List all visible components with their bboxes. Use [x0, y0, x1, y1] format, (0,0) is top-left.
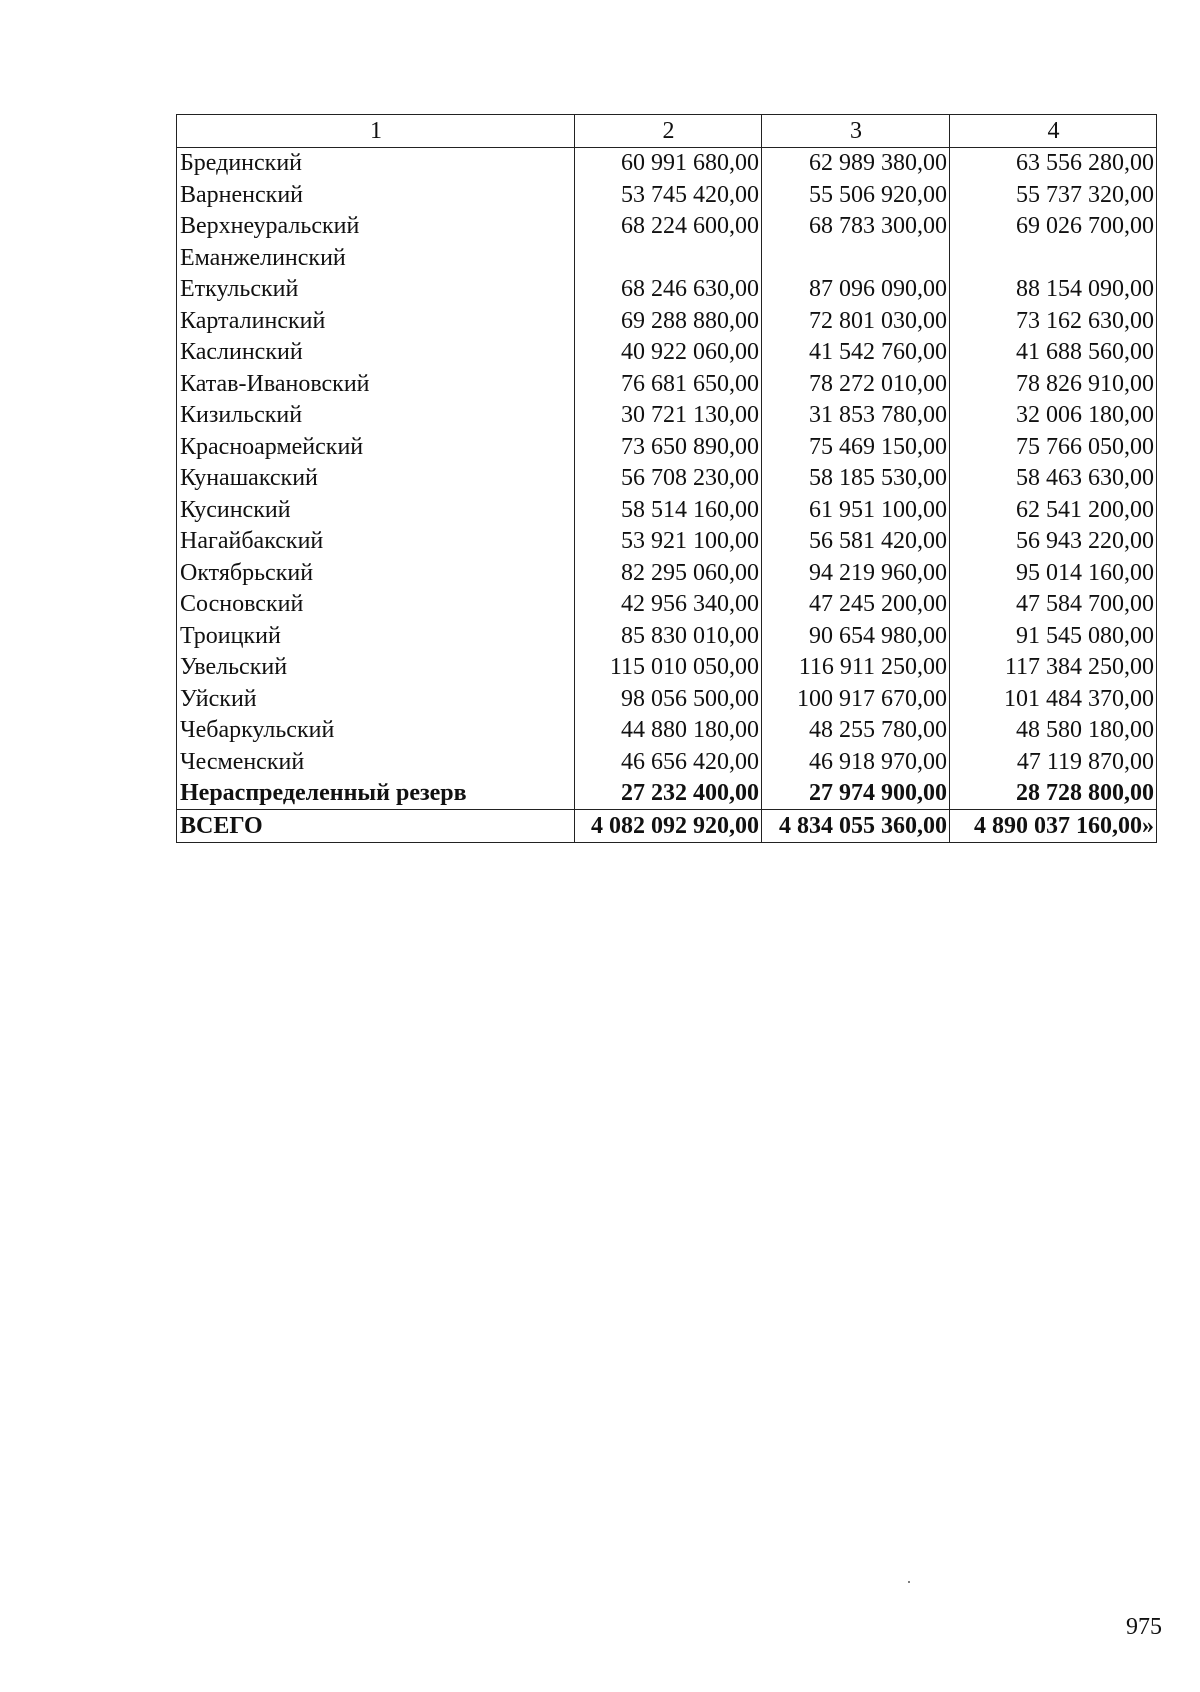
- value-col-2-cell: 53 921 100,00: [575, 526, 762, 558]
- value-col-3-cell: 31 853 780,00: [762, 400, 950, 432]
- value-col-2-cell: [575, 242, 762, 274]
- value-col-3-cell: 55 506 920,00: [762, 179, 950, 211]
- value-col-4-cell: 4 890 037 160,00»: [950, 810, 1157, 843]
- table-row: [177, 746, 1157, 778]
- district-name-cell: Еткульский: [177, 274, 575, 306]
- value-col-4-cell: [950, 242, 1157, 274]
- district-name-cell: Уйский: [177, 683, 575, 715]
- value-col-2-cell: 30 721 130,00: [575, 400, 762, 432]
- value-col-3-cell: 46 918 970,00: [762, 746, 950, 778]
- value-col-3-cell: 48 255 780,00: [762, 715, 950, 747]
- district-name-cell: Карталинский: [177, 305, 575, 337]
- value-col-2-cell: 58 514 160,00: [575, 494, 762, 526]
- value-col-3-cell: 75 469 150,00: [762, 431, 950, 463]
- district-name-cell: Увельский: [177, 652, 575, 684]
- district-name-cell: Еманжелинский: [177, 242, 575, 274]
- district-name-cell: Брединский: [177, 147, 575, 179]
- table-row: [177, 368, 1157, 400]
- value-col-2-cell: 68 224 600,00: [575, 211, 762, 243]
- reserve-row: [177, 778, 1157, 810]
- table-row: [177, 242, 1157, 274]
- table-row: [177, 494, 1157, 526]
- value-col-3-cell: 87 096 090,00: [762, 274, 950, 306]
- value-col-4-cell: 101 484 370,00: [950, 683, 1157, 715]
- scan-speck: [908, 1581, 910, 1583]
- value-col-3-cell: 47 245 200,00: [762, 589, 950, 621]
- value-col-2-cell: 85 830 010,00: [575, 620, 762, 652]
- district-name-cell: Чебаркульский: [177, 715, 575, 747]
- value-col-4-cell: 91 545 080,00: [950, 620, 1157, 652]
- value-col-2-cell: 27 232 400,00: [575, 778, 762, 810]
- value-col-2-cell: 69 288 880,00: [575, 305, 762, 337]
- value-col-4-cell: 62 541 200,00: [950, 494, 1157, 526]
- value-col-4-cell: 28 728 800,00: [950, 778, 1157, 810]
- value-col-3-cell: 116 911 250,00: [762, 652, 950, 684]
- district-name-cell: Октябрьский: [177, 557, 575, 589]
- value-col-4-cell: 32 006 180,00: [950, 400, 1157, 432]
- value-col-4-cell: 95 014 160,00: [950, 557, 1157, 589]
- value-col-2-cell: 4 082 092 920,00: [575, 810, 762, 843]
- header-row: [177, 115, 1157, 148]
- value-col-3-cell: 68 783 300,00: [762, 211, 950, 243]
- value-col-2-cell: 60 991 680,00: [575, 147, 762, 179]
- value-col-2-cell: 53 745 420,00: [575, 179, 762, 211]
- district-name-cell: Сосновский: [177, 589, 575, 621]
- value-col-2-cell: 98 056 500,00: [575, 683, 762, 715]
- value-col-3-cell: 72 801 030,00: [762, 305, 950, 337]
- district-name-cell: Троицкий: [177, 620, 575, 652]
- value-col-3-cell: 41 542 760,00: [762, 337, 950, 369]
- table-row: [177, 400, 1157, 432]
- value-col-4-cell: 58 463 630,00: [950, 463, 1157, 495]
- district-name-cell: Верхнеуральский: [177, 211, 575, 243]
- header-col-4: 4: [950, 115, 1157, 148]
- table-row: [177, 652, 1157, 684]
- value-col-3-cell: [762, 242, 950, 274]
- header-col-3: 3: [762, 115, 950, 148]
- page-number: 975: [1126, 1614, 1162, 1640]
- table-row: [177, 337, 1157, 369]
- table-row: [177, 274, 1157, 306]
- table-row: [177, 431, 1157, 463]
- value-col-2-cell: 46 656 420,00: [575, 746, 762, 778]
- table-row: [177, 683, 1157, 715]
- value-col-2-cell: 56 708 230,00: [575, 463, 762, 495]
- table-row: [177, 147, 1157, 179]
- table-row: [177, 305, 1157, 337]
- value-col-4-cell: 117 384 250,00: [950, 652, 1157, 684]
- district-name-cell: Катав-Ивановский: [177, 368, 575, 400]
- district-name-cell: Нагайбакский: [177, 526, 575, 558]
- district-name-cell: Чесменский: [177, 746, 575, 778]
- value-col-2-cell: 40 922 060,00: [575, 337, 762, 369]
- value-col-2-cell: 44 880 180,00: [575, 715, 762, 747]
- district-name-cell: Варненский: [177, 179, 575, 211]
- value-col-3-cell: 4 834 055 360,00: [762, 810, 950, 843]
- value-col-4-cell: 75 766 050,00: [950, 431, 1157, 463]
- value-col-4-cell: 41 688 560,00: [950, 337, 1157, 369]
- district-name-cell: Кизильский: [177, 400, 575, 432]
- value-col-3-cell: 56 581 420,00: [762, 526, 950, 558]
- table-body: [177, 147, 1157, 842]
- budget-table: [176, 114, 1157, 843]
- value-col-4-cell: 47 119 870,00: [950, 746, 1157, 778]
- value-col-2-cell: 42 956 340,00: [575, 589, 762, 621]
- value-col-3-cell: 100 917 670,00: [762, 683, 950, 715]
- district-name-cell: ВСЕГО: [177, 810, 575, 843]
- value-col-2-cell: 73 650 890,00: [575, 431, 762, 463]
- header-col-1: 1: [177, 115, 575, 148]
- table-row: [177, 179, 1157, 211]
- value-col-2-cell: 76 681 650,00: [575, 368, 762, 400]
- table-row: [177, 589, 1157, 621]
- value-col-4-cell: 88 154 090,00: [950, 274, 1157, 306]
- value-col-2-cell: 68 246 630,00: [575, 274, 762, 306]
- table-row: [177, 526, 1157, 558]
- value-col-3-cell: 27 974 900,00: [762, 778, 950, 810]
- table-row: [177, 620, 1157, 652]
- value-col-3-cell: 78 272 010,00: [762, 368, 950, 400]
- value-col-2-cell: 115 010 050,00: [575, 652, 762, 684]
- value-col-3-cell: 90 654 980,00: [762, 620, 950, 652]
- district-name-cell: Каслинский: [177, 337, 575, 369]
- table-row: [177, 715, 1157, 747]
- district-name-cell: Кусинский: [177, 494, 575, 526]
- value-col-4-cell: 47 584 700,00: [950, 589, 1157, 621]
- district-name-cell: Красноармейский: [177, 431, 575, 463]
- value-col-4-cell: 69 026 700,00: [950, 211, 1157, 243]
- value-col-3-cell: 94 219 960,00: [762, 557, 950, 589]
- table-row: [177, 463, 1157, 495]
- district-name-cell: Кунашакский: [177, 463, 575, 495]
- value-col-4-cell: 48 580 180,00: [950, 715, 1157, 747]
- value-col-3-cell: 58 185 530,00: [762, 463, 950, 495]
- district-name-cell: Нераспределенный резерв: [177, 778, 575, 810]
- value-col-4-cell: 78 826 910,00: [950, 368, 1157, 400]
- value-col-3-cell: 61 951 100,00: [762, 494, 950, 526]
- table-row: [177, 557, 1157, 589]
- table-row: [177, 211, 1157, 243]
- value-col-4-cell: 56 943 220,00: [950, 526, 1157, 558]
- value-col-4-cell: 73 162 630,00: [950, 305, 1157, 337]
- total-row: [177, 810, 1157, 843]
- header-col-2: 2: [575, 115, 762, 148]
- value-col-4-cell: 55 737 320,00: [950, 179, 1157, 211]
- value-col-3-cell: 62 989 380,00: [762, 147, 950, 179]
- value-col-2-cell: 82 295 060,00: [575, 557, 762, 589]
- value-col-4-cell: 63 556 280,00: [950, 147, 1157, 179]
